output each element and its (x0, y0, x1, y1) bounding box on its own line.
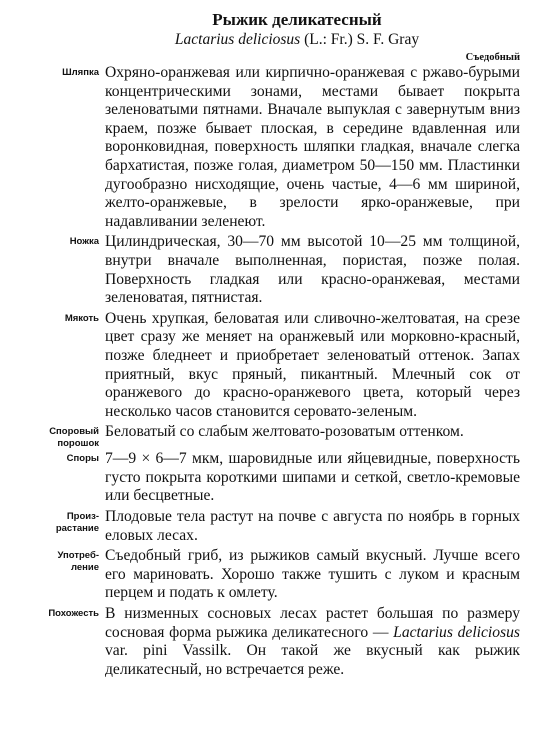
entry-label: Похожесть (48, 608, 99, 620)
latin-binomial: Lactarius deliciosus (174, 31, 301, 48)
edibility-label: Съедобный (465, 52, 520, 63)
entry-usage (34, 547, 520, 605)
entry-spores (34, 450, 520, 508)
entry-label: Произ- растание (55, 511, 99, 535)
entry-label: Шляпка (62, 67, 99, 78)
entry-text: В низменных сосновых лесах растет большая по размеру сосновая форма рыжика деликатесного — Lactarius deliciosus var. pini Vassilk. Он такой же вкусный как рыжик деликатесный, но встречается реже. (105, 605, 520, 678)
entry-text: Очень хрупкая, беловатая или сливочно-желтоватая, на срезе цвет сразу же меняет на оранжевый или морковно-красный, позже бледнеет и приобретает зеленоватый оттенок. Запах приятный, вкус пряный, пикантный. Млечный сок от оранжевого до красно-оранжевого цвета, который через несколько часов становится серовато-зеленым. (105, 309, 520, 420)
entry-text: Плодовые тела растут на почве с августа по ноябрь в горных еловых лесах. (105, 508, 520, 544)
entry-text: Беловатый со слабым желтовато-розоватым оттенком. (105, 423, 464, 441)
entry-habitat (34, 508, 520, 547)
latin-name (74, 30, 520, 49)
entry-similar (34, 605, 520, 681)
entry-text: Охряно-оранжевая или кирпично-оранжевая с ржаво-бурыми концентрическими зонами, местами бывает покрыта зеленоватыми пятнами. Вначале выпуклая с завернутым вниз краем, позже бывает плоская, в середине вдавленная или воронковидная, поверхность шляпки гладкая, вначале слегка бархатистая, позже голая, диаметром 50—150 мм. Пластинки дугообразно нисходящие, очень частые, 4—6 мм шириной, желто-оранжевые, в зрелости ярко-оранжевые, при надавливании зеленеют. (105, 64, 520, 230)
latin-authority: (L.: Fr.) S. F. Gray (300, 31, 420, 48)
latin-binomial: Lactarius deliciosus (393, 623, 520, 641)
entry-label: Споровый порошок (49, 426, 99, 450)
entry-flesh (34, 310, 520, 424)
entry-label: Споры (66, 453, 99, 465)
entry-label: Ножка (69, 236, 99, 248)
entry-stem (34, 233, 520, 309)
entry-text: 7—9 × 6—7 мкм, шаровидные или яйцевидные, поверхность густо покрыта короткими шипами и сеткой, светло-кремовые или бесцветные. (105, 450, 520, 505)
species-title: Рыжик деликатесный (212, 10, 382, 29)
entry-label: Употреб- ление (57, 550, 99, 574)
entry-spore-print (34, 423, 520, 450)
entry-text: Цилиндрическая, 30—70 мм высотой 10—25 мм толщиной, внутри вначале выполненная, пористая, позже полая. Поверхность гладкая или красно-оранжевая, местами зеленоватая, пятнистая. (105, 233, 520, 307)
entry-text: Съедобный гриб, из рыжиков самый вкусный. Лучше всего его мариновать. Хорошо также тушить с луком и красным перцем и подать к омлету. (105, 547, 520, 602)
entry-label: Мякоть (64, 312, 99, 324)
entry-cap (34, 64, 520, 233)
